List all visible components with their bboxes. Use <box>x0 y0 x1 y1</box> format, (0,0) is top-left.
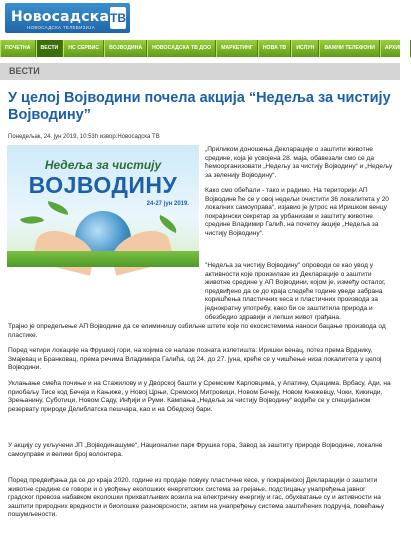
leaf-illustration <box>20 212 44 229</box>
nav-item-vesti[interactable]: ВЕСТИ <box>36 40 64 57</box>
article-paragraph: „Приликом доношења Декларације о заштити животне средине, која је усвојена 28. маја, обавезали смо се да ћемоорганизовати „Недељу за чистију Војводину“ и „Недељу за зеленију Војводину“. <box>205 146 393 179</box>
logo-text: Новосадска <box>11 9 110 25</box>
logo-tv-mark: TB <box>110 7 126 29</box>
hero-date: 24-27 јун 2019. <box>146 201 189 207</box>
nav-item-nova-tv[interactable]: НОВА ТВ <box>258 40 291 57</box>
nav-item-pocetna[interactable]: ПОЧЕТНА <box>0 40 36 57</box>
section-bar <box>0 63 400 80</box>
article-paragraph: У акцију су укључени ЈП „Војводинашуме“, Национални парк Фрушка гора, Завод за заштиту природе Војводине, локалне самоуправе и велики број волонтера. <box>8 442 383 458</box>
article-title: У целој Војводини почела акција “Недеља за чистију Војводину” <box>8 90 391 123</box>
grass-illustration <box>7 251 199 267</box>
article-paragraph: "Недеља за чистију Војводину" опроводи се као увод у активности које произилазе из Декларације о заштити животне средине у АП Војводини, којом је, између осталог, предвиђено да се до краја следеће године уведе забрана коришћења пластичних кеса и пластичних производа за једнократну употребу, како би се заштитила природа и обезбедио здравији и лепши живот грађана. <box>205 262 386 321</box>
article-paragraph: Поред предвиђања да се до краја 2020. године из продаје повуку пластичне кесе, у покрајинској Декларацији о заштити животне средине се говори и о увођењу еколошких енергетских система за грејање, подстицању унапређења јавног градског превоза набавком еколошки прихватљивих возила на електричну енергију и гас, обухватање су и активности на заштити природних вредности и биолошке разноврсности, затим на унапређењу система заштићених подручја, повећању пошумљености. <box>8 477 385 519</box>
site-header <box>0 0 400 38</box>
nav-item-vazni-telefoni[interactable]: ВАЖНИ ТЕЛЕФОНИ <box>319 40 380 57</box>
article-hero-image <box>7 145 199 267</box>
leaf-illustration <box>156 215 180 233</box>
nav-item-ispun[interactable]: ИСПУН <box>291 40 319 57</box>
section-title: ВЕСТИ <box>9 66 40 76</box>
nav-item-vojvodina[interactable]: ВОЈВОДИНА <box>104 40 147 57</box>
nav-item-novosadska-tv[interactable]: НОВОСАДСКА ТВ ДОО <box>147 40 216 57</box>
article-paragraph: Како смо обећали - тако и радимо. На територији АП Војводине ће се у овој недељи очистити 36 локалитета у 20 локалних самоуправа“, изјавио је јутрос на Иришком венцу покрајински секретар за урбанизам и заштиту животне средине Владимир Галић, на почетку акције „Недеља за чистију Војводину“. <box>205 187 389 237</box>
article-paragraph: Уклањање смећа почиње и на Стажилову и у Дворској башти у Сремским Карловцима, у Апатину, Оџацима, Врбасу, Ади, на приобаљу Тисе код Бечеја и Кањиже, у Новој Црњи, Сремској Митровици, Новом Бечеју, Новом Кнежевцу, Чоки, Кикинди, Зрењанину, Суботици, Новом Саду, Инђији и Руми. Кампања „Недеља за чистију Војводину“ водиће се у специјалном резервату природе Делиблатска пешчара, као и на Обедској бари. <box>8 380 391 413</box>
logo-subtitle: НОВОСАДСКА ТЕЛЕВИЗИЈА <box>27 25 96 30</box>
hero-headline: Недеља за чистију <box>44 158 162 172</box>
hero-title: ВОЈВОДИНУ <box>28 172 178 198</box>
main-nav <box>0 40 407 57</box>
site-logo[interactable] <box>5 3 130 33</box>
leaf-illustration <box>46 201 69 215</box>
article-paragraph: Трајно је опредељење АП Војводине да се елиминишу озбиљне штете које по екосистемима наноси бацање производа од пластике. <box>8 323 386 339</box>
nav-item-ns-servis[interactable]: НС СЕРВИС <box>63 40 104 57</box>
nav-item-marketing[interactable]: МАРКЕТИНГ <box>216 40 258 57</box>
article-paragraph: Поред четири локације на Фрушкој гори, на којима се налазе позната излетишта: Иришки венац, потез према Врднику, Змајевац и Бранковац, према речима Владимира Галића, од 24. до 27. јуна, креће се у чишћење низа локалитета у целој Војводини. <box>8 347 382 372</box>
article-meta: Понедељак, 24. јун 2019, 10:53h извор:Новосадска ТВ <box>8 134 160 140</box>
nav-item-arhiva[interactable]: АРХИВА <box>380 40 411 57</box>
